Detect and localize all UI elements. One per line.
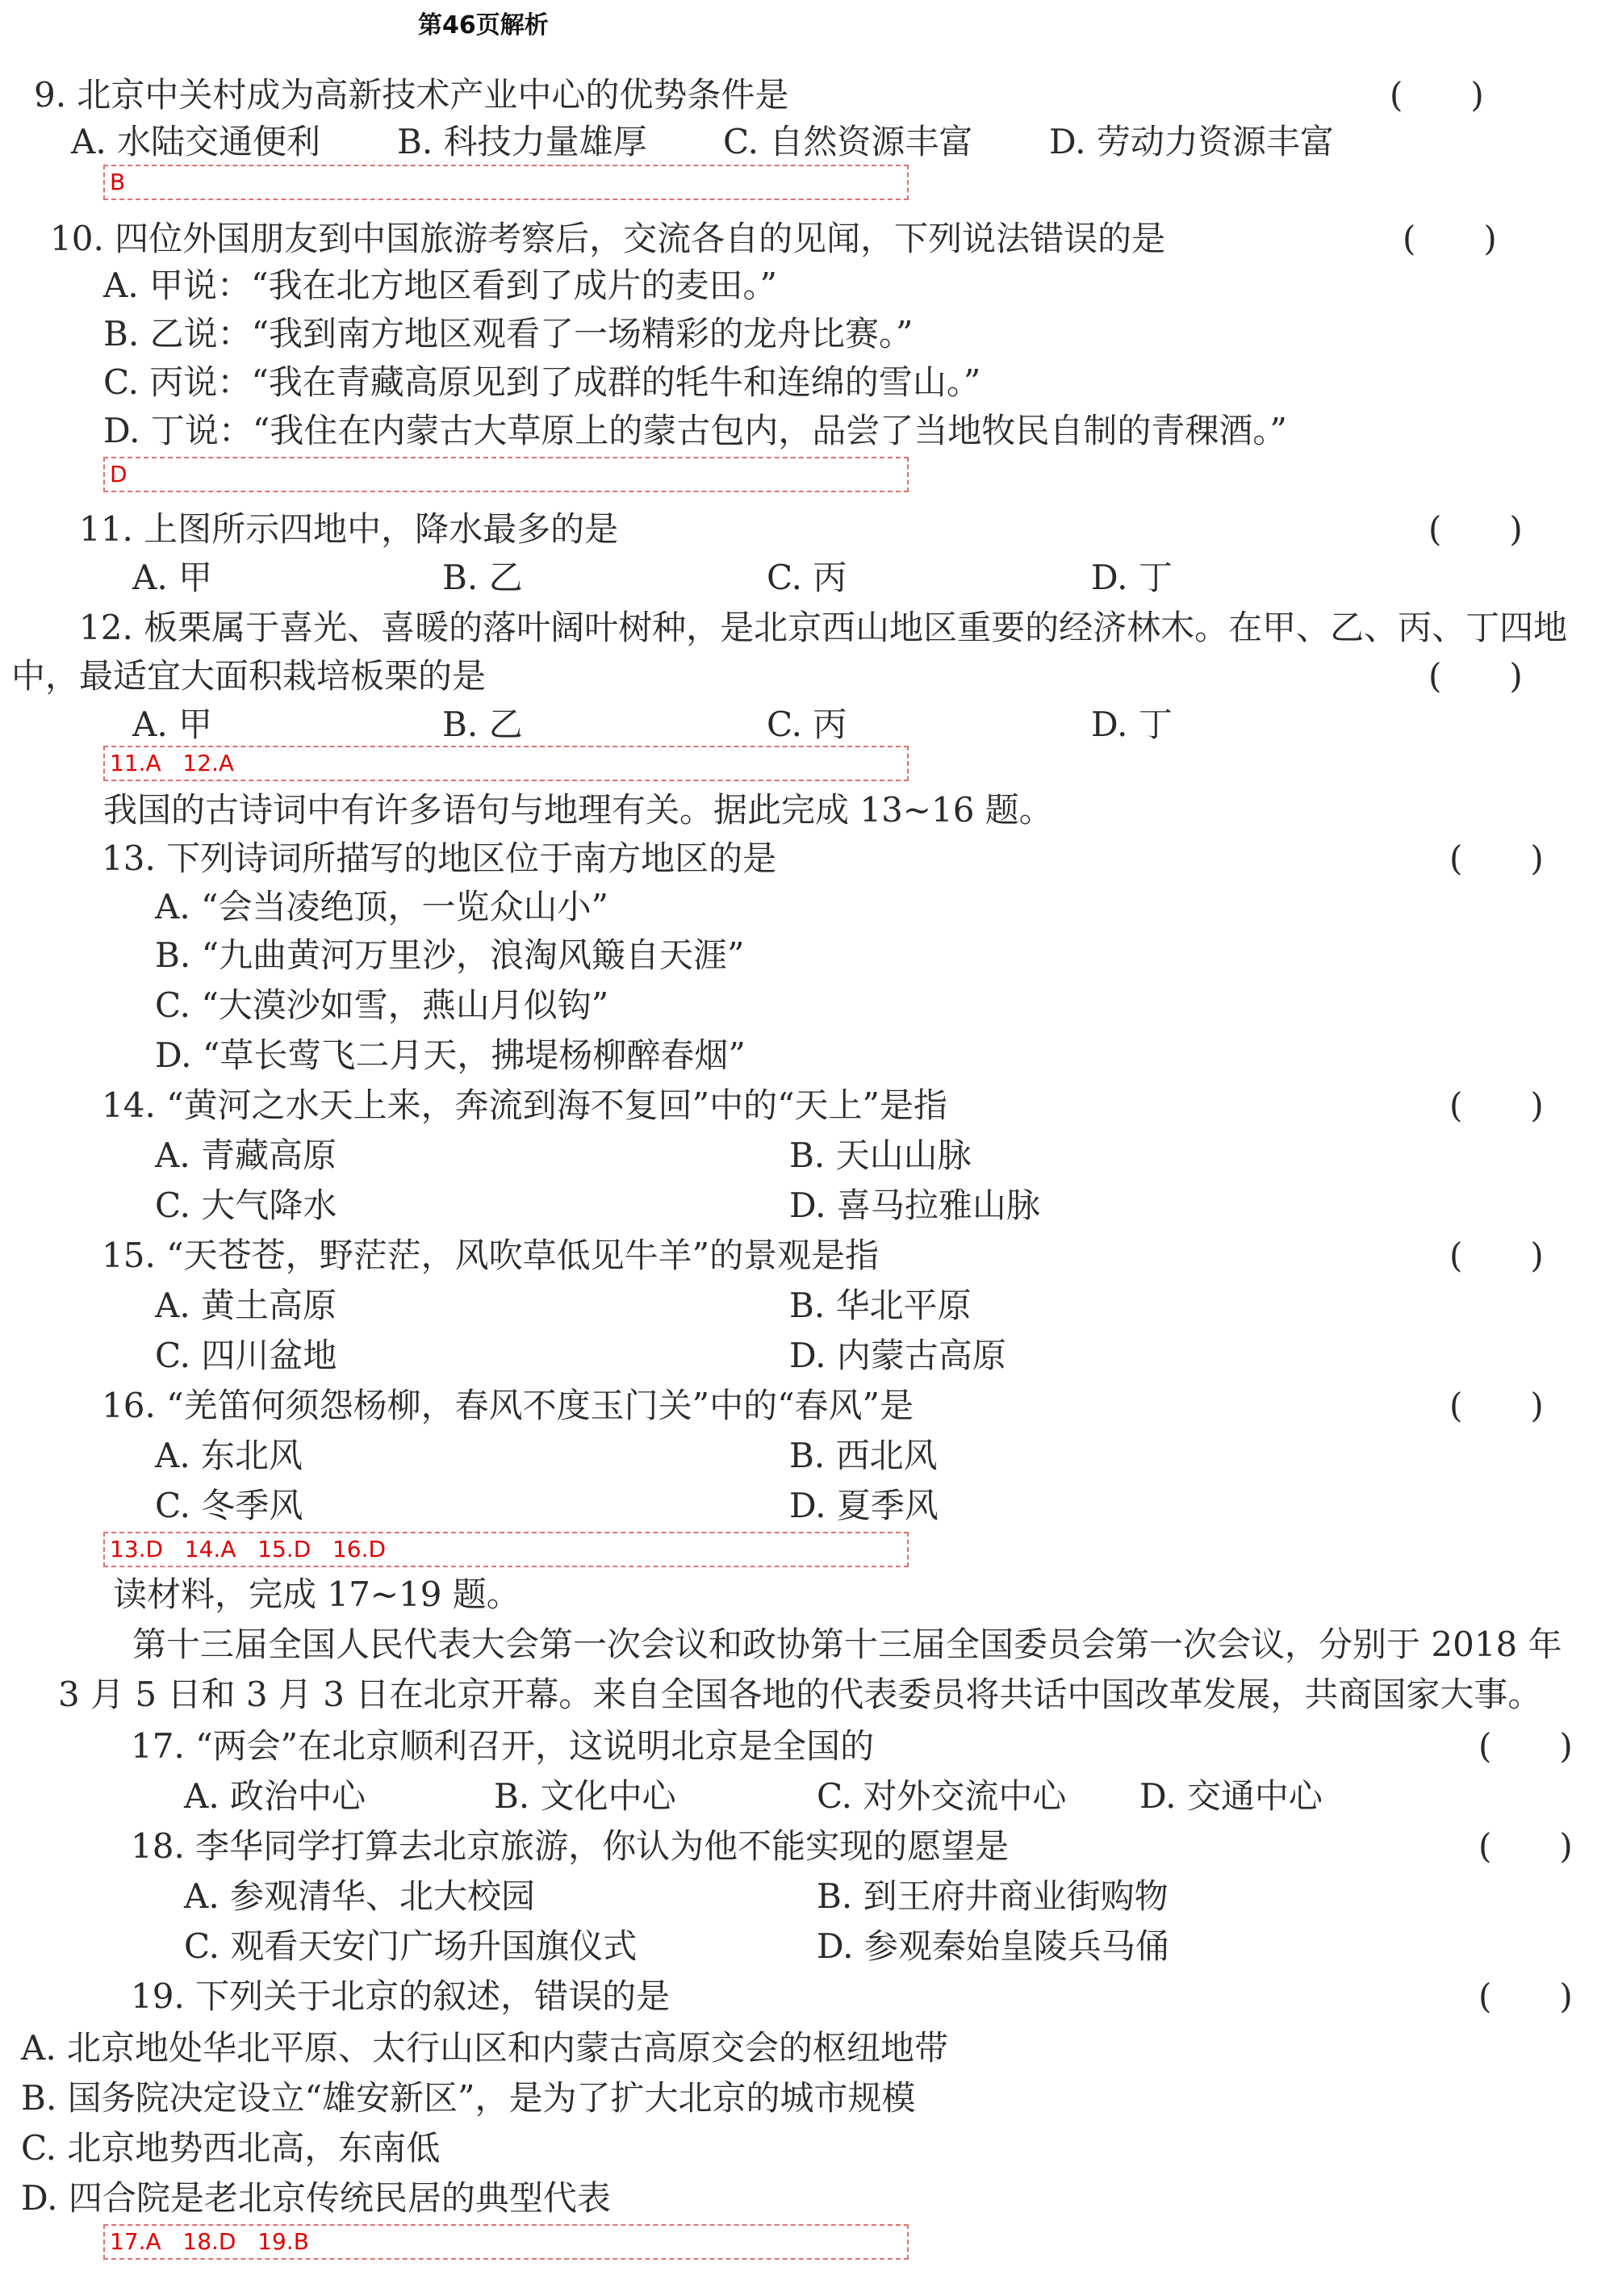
- q9-option-a: A. 水陆交通便利: [71, 122, 321, 161]
- q11-option-d: D. 丁: [1091, 558, 1173, 597]
- intro-13-16: 我国的古诗词中有许多语句与地理有关。据此完成 13~16 题。: [103, 790, 1053, 830]
- q11-option-b: B. 乙: [442, 558, 523, 597]
- q9-answer-box: B: [103, 165, 909, 200]
- q10-option-a: A. 甲说：“我在北方地区看到了成片的麦田。”: [103, 266, 777, 305]
- q18-option-c: C. 观看天安门广场升国旗仪式: [184, 1926, 638, 1966]
- q13-answer-paren: ( ): [1449, 839, 1544, 878]
- q15-stem: 15. “天苍苍，野茫茫，风吹草低见牛羊”的景观是指: [102, 1236, 880, 1275]
- q18-answer-paren: ( ): [1478, 1826, 1573, 1866]
- q13-16-answer-box: 13.D 14.A 15.D 16.D: [103, 1532, 909, 1567]
- q16-answer-paren: ( ): [1449, 1386, 1544, 1425]
- q11-option-c: C. 丙: [767, 558, 847, 597]
- q14-option-d: D. 喜马拉雅山脉: [789, 1186, 1040, 1225]
- q9-stem: 9. 北京中关村成为高新技术产业中心的优势条件是: [34, 75, 789, 115]
- q16-option-a: A. 东北风: [155, 1436, 303, 1475]
- q13-stem: 13. 下列诗词所描写的地区位于南方地区的是: [102, 839, 777, 878]
- q9-answer-paren: ( ): [1390, 75, 1484, 115]
- q12-option-a: A. 甲: [132, 705, 213, 744]
- q17-option-a: A. 政治中心: [184, 1776, 366, 1816]
- q19-option-b: B. 国务院决定设立“雄安新区”，是为了扩大北京的城市规模: [21, 2078, 916, 2118]
- q11-stem: 11. 上图所示四地中，降水最多的是: [79, 509, 619, 549]
- q17-stem: 17. “两会”在北京顺利召开，这说明北京是全国的: [131, 1726, 875, 1766]
- q14-option-b: B. 天山山脉: [789, 1135, 972, 1175]
- page-header: 第46页解析: [418, 11, 549, 40]
- q17-19-answer-box: 17.A 18.D 19.B: [103, 2224, 909, 2260]
- q18-option-a: A. 参观清华、北大校园: [184, 1876, 536, 1916]
- q13-option-b: B. “九曲黄河万里沙，浪淘风簸自天涯”: [155, 935, 745, 975]
- q11-answer-paren: ( ): [1428, 509, 1523, 549]
- material-line2: 3 月 5 日和 3 月 3 日在北京开幕。来自全国各地的代表委员将共话中国改革发展，共商国家大事。: [58, 1675, 1542, 1714]
- q10-stem: 10. 四位外国朋友到中国旅游考察后，交流各自的见闻，下列说法错误的是: [50, 219, 1166, 258]
- intro-17-19: 读材料，完成 17~19 题。: [113, 1575, 521, 1614]
- q13-option-d: D. “草长莺飞二月天，拂堤杨柳醉春烟”: [155, 1035, 746, 1075]
- q10-option-c: C. 丙说：“我在青藏高原见到了成群的牦牛和连绵的雪山。”: [103, 362, 981, 402]
- q12-option-b: B. 乙: [442, 705, 523, 744]
- q15-option-c: C. 四川盆地: [155, 1336, 337, 1375]
- q10-answer-box: D: [103, 457, 909, 492]
- q19-option-d: D. 四合院是老北京传统民居的典型代表: [21, 2178, 611, 2218]
- q16-option-d: D. 夏季风: [789, 1486, 939, 1525]
- q10-option-b: B. 乙说：“我到南方地区观看了一场精彩的龙舟比赛。”: [103, 314, 914, 353]
- q9-option-d: D. 劳动力资源丰富: [1049, 122, 1334, 161]
- q11-option-a: A. 甲: [132, 558, 213, 597]
- q19-stem: 19. 下列关于北京的叙述，错误的是: [131, 1976, 671, 2016]
- q18-option-d: D. 参观秦始皇陵兵马俑: [817, 1926, 1169, 1966]
- q12-answer-paren: ( ): [1428, 656, 1523, 696]
- q16-option-c: C. 冬季风: [155, 1486, 303, 1525]
- q12-option-c: C. 丙: [767, 705, 847, 744]
- q17-option-b: B. 文化中心: [494, 1776, 676, 1816]
- q15-option-d: D. 内蒙古高原: [789, 1336, 1006, 1375]
- q12-stem-line1: 12. 板栗属于喜光、喜暖的落叶阔叶树种，是北京西山地区重要的经济林木。在甲、乙、丙、丁四地: [79, 608, 1568, 647]
- material-line1: 第十三届全国人民代表大会第一次会议和政协第十三届全国委员会第一次会议，分别于 2018 年: [132, 1625, 1562, 1664]
- q13-option-a: A. “会当凌绝顶，一览众山小”: [155, 887, 608, 926]
- q15-answer-paren: ( ): [1449, 1236, 1544, 1275]
- q10-option-d: D. 丁说：“我住在内蒙古大草原上的蒙古包内，品尝了当地牧民自制的青稞酒。”: [103, 411, 1287, 450]
- q19-option-c: C. 北京地势西北高，东南低: [21, 2128, 441, 2168]
- q12-stem-line2: 中，最适宜大面积栽培板栗的是: [11, 656, 487, 696]
- q14-stem: 14. “黄河之水天上来，奔流到海不复回”中的“天上”是指: [102, 1085, 948, 1125]
- q19-answer-paren: ( ): [1478, 1976, 1573, 2016]
- q15-option-a: A. 黄土高原: [155, 1286, 337, 1325]
- q11-12-answer-box: 11.A 12.A: [103, 746, 909, 781]
- q12-option-d: D. 丁: [1091, 705, 1173, 744]
- q18-stem: 18. 李华同学打算去北京旅游，你认为他不能实现的愿望是: [131, 1826, 1010, 1866]
- q17-option-d: D. 交通中心: [1139, 1776, 1323, 1816]
- q14-option-a: A. 青藏高原: [155, 1135, 337, 1175]
- q18-option-b: B. 到王府井商业街购物: [817, 1876, 1169, 1916]
- q9-option-c: C. 自然资源丰富: [723, 122, 973, 161]
- q17-answer-paren: ( ): [1478, 1726, 1573, 1766]
- q17-option-c: C. 对外交流中心: [817, 1776, 1067, 1816]
- q10-answer-paren: ( ): [1403, 219, 1497, 258]
- q16-stem: 16. “羌笛何须怨杨柳，春风不度玉门关”中的“春风”是: [102, 1386, 914, 1425]
- q19-option-a: A. 北京地处华北平原、太行山区和内蒙古高原交会的枢纽地带: [21, 2028, 949, 2068]
- q13-option-c: C. “大漠沙如雪，燕山月似钩”: [155, 985, 609, 1025]
- q14-answer-paren: ( ): [1449, 1085, 1544, 1125]
- q15-option-b: B. 华北平原: [789, 1286, 972, 1325]
- q9-option-b: B. 科技力量雄厚: [397, 122, 647, 161]
- q16-option-b: B. 西北风: [789, 1436, 938, 1475]
- q14-option-c: C. 大气降水: [155, 1186, 337, 1225]
